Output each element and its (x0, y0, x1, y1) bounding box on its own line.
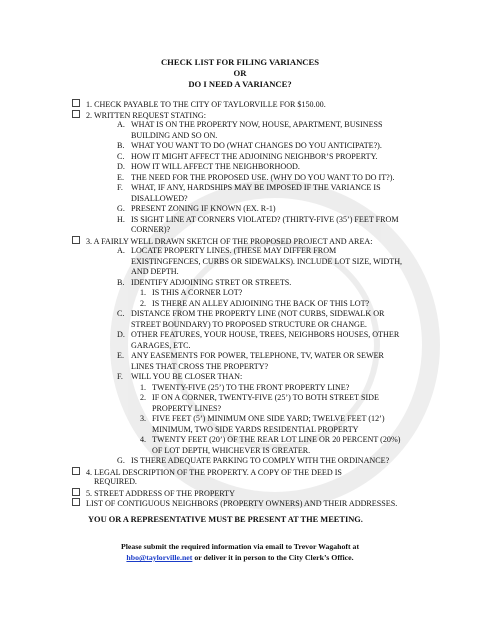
sub-subitem: 3. FIVE FEET (5’) MINIMUM ONE SIDE YARD; TWELVE FEET (12’) (140, 414, 385, 423)
subitem: B. WHAT YOU WANT TO DO (WHAT CHANGES DO YOU ANTICIPATE?). (117, 141, 382, 150)
checklist-item-6[interactable]: LIST OF CONTIGUOUS NEIGHBORS (PROPERTY OWNERS) AND THEIR ADDRESSES. (72, 498, 397, 509)
subitem-continuation: GARAGES, ETC. (131, 340, 191, 350)
subitem-continuation: AND DEPTH. (131, 267, 179, 276)
checklist-item-2[interactable]: 2. WRITTEN REQUEST STATING: (72, 110, 206, 121)
doc-title-line1: CHECK LIST FOR FILING VARIANCES (160, 57, 320, 67)
checklist-item-3[interactable]: 3. A FAIRLY WELL DRAWN SKETCH OF THE PROPOSED PROJECT AND AREA: (72, 236, 373, 247)
attendance-notice: YOU OR A REPRESENTATIVE MUST BE PRESENT AT THE MEETING. (88, 515, 363, 524)
subitem-continuation: CORNER)? (131, 225, 171, 234)
subitem: E. ANY EASEMENTS FOR POWER, TELEPHONE, TV, WATER OR SEWER (117, 351, 384, 360)
subitem: E. THE NEED FOR THE PROPOSED USE. (WHY DO YOU WANT TO DO IT?). (117, 172, 395, 182)
sub-subitem: 2. IF ON A CORNER, TWENTY-FIVE (25’) TO BOTH STREET SIDE (140, 393, 379, 402)
sub-subitem: 2. IS THERE AN ALLEY ADJOINING THE BACK OF THIS LOT? (140, 298, 370, 308)
subitem: F. WHAT, IF ANY, HARDSHIPS MAY BE IMPOSED IF THE VARIANCE IS (117, 183, 381, 192)
checkbox-icon[interactable] (72, 498, 80, 506)
subitem: D. OTHER FEATURES, YOUR HOUSE, TREES, NEIGHBORS HOUSES, OTHER (117, 330, 400, 339)
checkbox-icon[interactable] (72, 99, 80, 107)
subitem-continuation: DISALLOWED? (131, 193, 188, 203)
sub-subitem: 1. TWENTY-FIVE (25’) TO THE FRONT PROPERTY LINE? (140, 382, 350, 392)
subitem: A. WHAT IS ON THE PROPERTY NOW, HOUSE, APARTMENT, BUSINESS (117, 120, 383, 129)
footer-line2: hbo@taylorville.net or deliver it in person to the City Clerk’s Office. (126, 553, 354, 562)
checklist-item-1[interactable]: 1. CHECK PAYABLE TO THE CITY OF TAYLORVILLE FOR $150.00. (72, 99, 326, 110)
subitem-continuation: STREET BOUNDARY) TO PROPOSED STRUCTURE OR CHANGE. (131, 319, 367, 329)
doc-title-line3: DO I NEED A VARIANCE? (188, 79, 292, 89)
doc-title-line2: OR (233, 68, 247, 78)
email-link[interactable]: hbo@taylorville.net (126, 553, 193, 562)
checklist-item-5[interactable]: 5. STREET ADDRESS OF THE PROPERTY (72, 488, 235, 499)
subitem: C. DISTANCE FROM THE PROPERTY LINE (NOT CURBS, SIDEWALK OR (117, 309, 385, 318)
sub-subitem-continuation: OF LOT DEPTH, WHICHEVER IS GREATER. (152, 445, 311, 455)
checkbox-icon[interactable] (72, 488, 80, 496)
item-continuation: REQUIRED. (94, 477, 137, 486)
sub-subitem-continuation: MINIMUM, TWO SIDE YARDS RESIDENTIAL PROPERTY (152, 424, 359, 434)
subitem: G. PRESENT ZONING IF KNOWN (EX. R-1) (117, 204, 276, 213)
subitem: B. IDENTIFY ADJOINING STRET OR STREETS. (117, 277, 292, 287)
sub-subitem-continuation: PROPERTY LINES? (152, 403, 222, 413)
checkbox-icon[interactable] (72, 467, 80, 475)
subitem-continuation: BUILDING AND SO ON. (131, 130, 218, 140)
checkbox-icon[interactable] (72, 110, 80, 118)
checkbox-icon[interactable] (72, 236, 80, 244)
sub-subitem: 4. TWENTY FEET (20’) OF THE REAR LOT LINE OR 20 PERCENT (20%) (140, 435, 401, 444)
subitem: G. IS THERE ADEQUATE PARKING TO COMPLY WITH THE ORDINANCE? (117, 456, 390, 465)
subitem: A. LOCATE PROPERTY LINES. (THESE MAY DIFFER FROM (117, 246, 337, 255)
checklist-item-4[interactable]: 4. LEGAL DESCRIPTION OF THE PROPERTY. A COPY OF THE DEED IS (72, 467, 342, 478)
subitem: D. HOW IT WILL AFFECT THE NEIGHBORHOOD. (117, 162, 300, 171)
subitem: H. IS SIGHT LINE AT CORNERS VIOLATED? (THIRTY-FIVE (35’) FEET FROM (117, 214, 399, 224)
subitem-continuation: LINES THAT CROSS THE PROPERTY? (131, 361, 269, 371)
sub-subitem: 1. IS THIS A CORNER LOT? (140, 288, 243, 297)
subitem: C. HOW IT MIGHT AFFECT THE ADJOINING NEIGHBOR’S PROPERTY. (117, 151, 378, 161)
subitem: F. WILL YOU BE CLOSER THAN: (117, 372, 243, 381)
footer-line1: Please submit the required information via email to Trevor Wagahoft at (120, 542, 360, 551)
subitem-continuation: EXISTINGFENCES, CURBS OR SIDEWALKS). INCLUDE LOT SIZE, WIDTH, (131, 256, 403, 266)
